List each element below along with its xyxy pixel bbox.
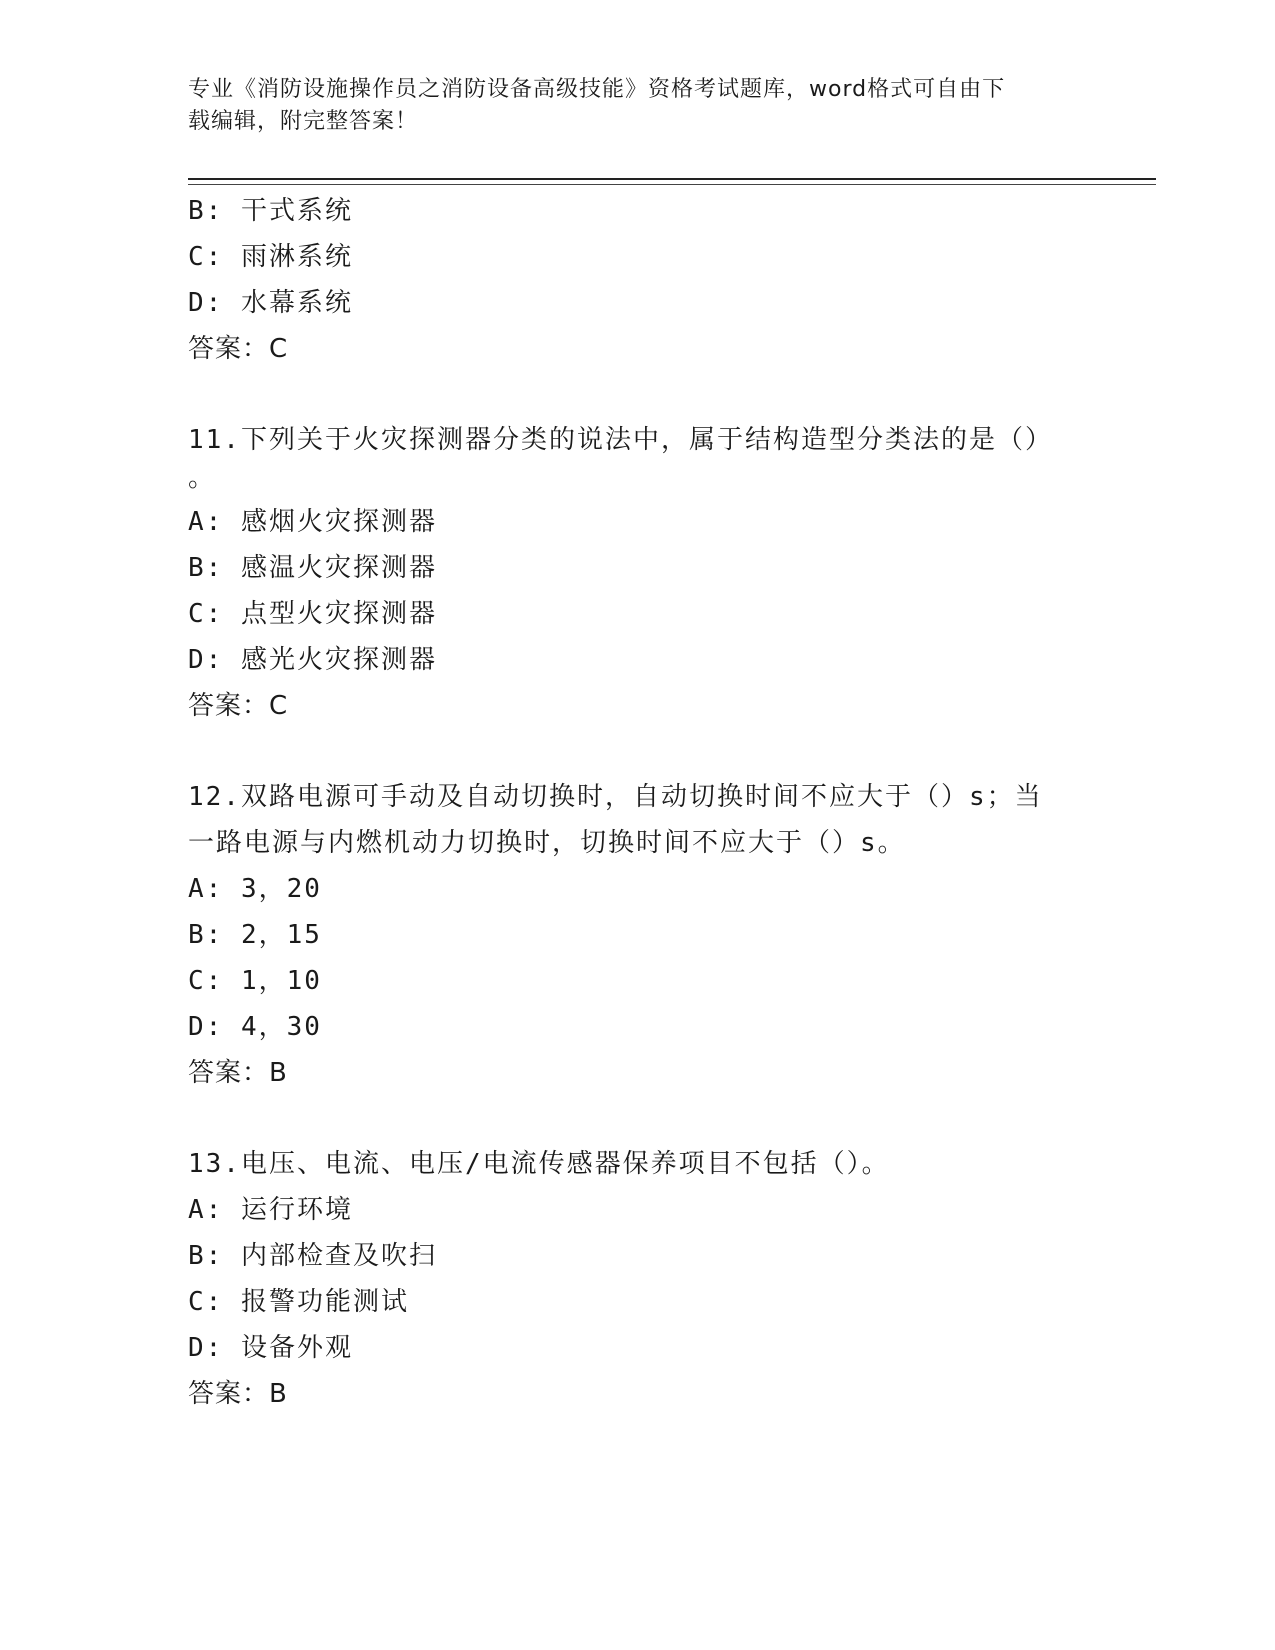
question-list [188,188,1068,1462]
question-10 [188,188,1068,372]
answer: 答案：C [188,334,289,364]
option-c: C: 点型火灾探测器 [188,599,437,629]
option-b: B: 内部检查及吹扫 [188,1241,437,1271]
header-divider-thin [188,184,1156,185]
question-stem-continued: 一路电源与内燃机动力切换时，切换时间不应大于（）s。 [188,828,906,858]
question-12 [188,774,1068,1096]
question-13 [188,1141,1068,1417]
document-header [188,74,1068,138]
option-d: D: 感光火灾探测器 [188,645,437,675]
header-line-2: 载编辑，附完整答案！ [188,109,419,134]
header-line-1: 专业《消防设施操作员之消防设备高级技能》资格考试题库，word格式可自由下 [188,77,1006,102]
option-b: B: 2，15 [188,920,322,950]
option-c: C: 1，10 [188,966,322,996]
option-c: C: 雨淋系统 [188,242,353,272]
option-a: A: 运行环境 [188,1195,353,1225]
question-stem: 13.电压、电流、电压/电流传感器保养项目不包括（）。 [188,1149,890,1179]
option-d: D: 设备外观 [188,1333,353,1363]
option-c: C: 报警功能测试 [188,1287,409,1317]
answer: 答案：B [188,1058,288,1088]
question-stem: 11.下列关于火灾探测器分类的说法中，属于结构造型分类法的是（） [188,425,1053,455]
answer: 答案：B [188,1379,288,1409]
question-11 [188,417,1068,729]
option-d: D: 4，30 [188,1012,322,1042]
question-stem: 12.双路电源可手动及自动切换时，自动切换时间不应大于（）s；当 [188,782,1043,812]
answer: 答案：C [188,691,289,721]
header-divider-thick [188,178,1156,180]
option-a: A: 3，20 [188,874,322,904]
option-b: B: 感温火灾探测器 [188,553,437,583]
option-d: D: 水幕系统 [188,288,353,318]
question-stem-continued: 。 [188,463,217,493]
option-a: A: 感烟火灾探测器 [188,507,437,537]
option-b: B: 干式系统 [188,196,353,226]
